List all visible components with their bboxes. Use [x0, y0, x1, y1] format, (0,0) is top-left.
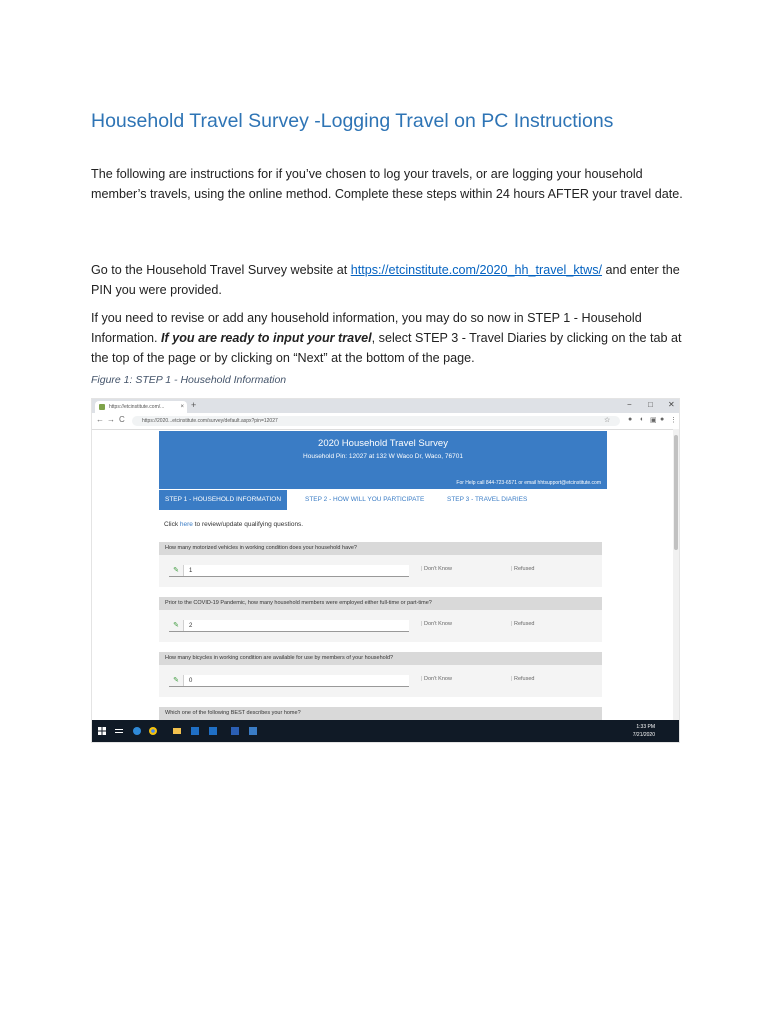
clock-time: 1:33 PM [636, 724, 655, 730]
survey-screenshot [91, 398, 680, 743]
help-contact-text: For Help call 844-723-6571 or email hhtsupport@etcinstitute.com [456, 480, 601, 486]
tab-step-3[interactable]: STEP 3 - TRAVEL DIARIES [447, 496, 528, 503]
profile-icon[interactable]: ● [660, 416, 665, 423]
step-tabs [159, 490, 607, 510]
browser-tabstrip [92, 399, 679, 413]
tab-step-2[interactable]: STEP 2 - HOW WILL YOU PARTICIPATE [305, 496, 425, 503]
refused-option[interactable]: | Refused [511, 676, 534, 682]
survey-website-link[interactable]: https://etcinstitute.com/2020_hh_travel_ktws/ [350, 263, 603, 277]
answer-value: 0 [189, 678, 193, 684]
outlook-icon[interactable] [190, 726, 200, 736]
scrollbar-thumb[interactable] [674, 435, 678, 550]
question-home-type [159, 707, 602, 720]
pencil-icon: ✎ [169, 565, 184, 576]
dont-know-option[interactable]: | Don't Know [421, 566, 452, 572]
app-icon[interactable] [248, 726, 258, 736]
revise-paragraph [91, 308, 691, 368]
back-button[interactable]: ← [96, 415, 104, 424]
task-view-icon[interactable] [114, 726, 124, 736]
review-text-suffix: to review/update qualifying questions. [192, 521, 304, 528]
dont-know-option[interactable]: | Don't Know [421, 676, 452, 682]
tab-step-1[interactable]: STEP 1 - HOUSEHOLD INFORMATION [159, 490, 287, 510]
forward-button[interactable]: → [107, 415, 115, 424]
extension-icon[interactable]: ● [628, 416, 633, 423]
extension-icon[interactable]: ◐ [640, 416, 645, 423]
windows-taskbar [92, 720, 679, 742]
question-label: Which one of the following BEST describes your home? [159, 707, 602, 720]
refused-option[interactable]: | Refused [511, 566, 534, 572]
answer-input[interactable] [169, 620, 409, 632]
revise-text-before: If you need to revise or add any household information, you may do so now in STEP 1 - Household Information. [91, 311, 642, 345]
reload-button[interactable]: C [119, 415, 125, 424]
taskbar-clock [633, 723, 655, 739]
question-employed [159, 597, 602, 642]
question-body [159, 555, 602, 587]
edge-icon[interactable] [132, 726, 142, 736]
answer-input[interactable] [169, 675, 409, 687]
question-label: Prior to the COVID-19 Pandemic, how many household members were employed either full-time or part-time? [159, 597, 602, 610]
review-qualifying-text [164, 521, 303, 528]
browser-toolbar [92, 413, 679, 430]
refused-option[interactable]: | Refused [511, 621, 534, 627]
tab-close-icon[interactable]: × [180, 404, 184, 410]
minimize-button[interactable]: − [627, 400, 632, 409]
dont-know-option[interactable]: | Don't Know [421, 621, 452, 627]
review-text-prefix: Click [164, 521, 180, 528]
pencil-icon: ✎ [169, 620, 184, 631]
maximize-button[interactable]: □ [648, 400, 653, 409]
file-explorer-icon[interactable] [172, 726, 182, 736]
extension-icon[interactable]: ▣ [650, 417, 657, 424]
favicon-icon [99, 404, 105, 410]
windows-start-icon[interactable] [97, 726, 107, 736]
revise-text-after: , select STEP 3 - Travel Diaries by clicking on the tab at the top of the page or by clicking on “Next” at the bottom of the page. [91, 331, 682, 365]
answer-input[interactable] [169, 565, 409, 577]
figure-caption: Figure 1: STEP 1 - Household Information [91, 374, 287, 386]
question-body [159, 665, 602, 697]
question-bicycles [159, 652, 602, 697]
revise-emphasis: If you are ready to input your travel [161, 331, 372, 345]
word-icon[interactable] [230, 726, 240, 736]
answer-value: 2 [189, 623, 193, 629]
question-body [159, 610, 602, 642]
close-window-button[interactable]: ✕ [668, 400, 675, 409]
question-vehicles [159, 542, 602, 587]
review-here-link[interactable]: here [179, 521, 193, 528]
browser-tab-title: https://etcinstitute.com/... [109, 404, 165, 410]
website-text-before: Go to the Household Travel Survey website at [91, 263, 351, 277]
survey-banner [159, 431, 607, 489]
excel-icon[interactable] [208, 726, 218, 736]
household-pin-text: Household Pin: 12027 at 132 W Waco Dr, Waco, 76701 [303, 453, 463, 460]
page-title: Household Travel Survey -Logging Travel on PC Instructions [91, 110, 614, 132]
chrome-icon[interactable] [148, 726, 158, 736]
new-tab-button[interactable]: + [191, 400, 197, 410]
browser-tab[interactable] [95, 401, 187, 413]
menu-icon[interactable]: ⋮ [670, 417, 677, 424]
website-paragraph [91, 260, 691, 300]
question-label: How many motorized vehicles in working condition does your household have? [159, 542, 602, 555]
star-icon[interactable]: ☆ [604, 417, 611, 424]
answer-value: 1 [189, 568, 193, 574]
address-bar[interactable]: https://2020...etcinstitute.com/survey/default.aspx?pin=12027 [132, 416, 620, 426]
website-text-after: and enter the PIN you were provided. [91, 263, 680, 297]
clock-date: 7/21/2020 [632, 732, 655, 738]
survey-title: 2020 Household Travel Survey [318, 438, 448, 449]
question-label: How many bicycles in working condition are available for use by members of your household? [159, 652, 602, 665]
intro-paragraph: The following are instructions for if you’ve chosen to log your travels, or are logging your household member’s travels, using the online method. Complete these steps within 24 hours AFTER your travel date. [91, 167, 683, 201]
pencil-icon: ✎ [169, 675, 184, 686]
